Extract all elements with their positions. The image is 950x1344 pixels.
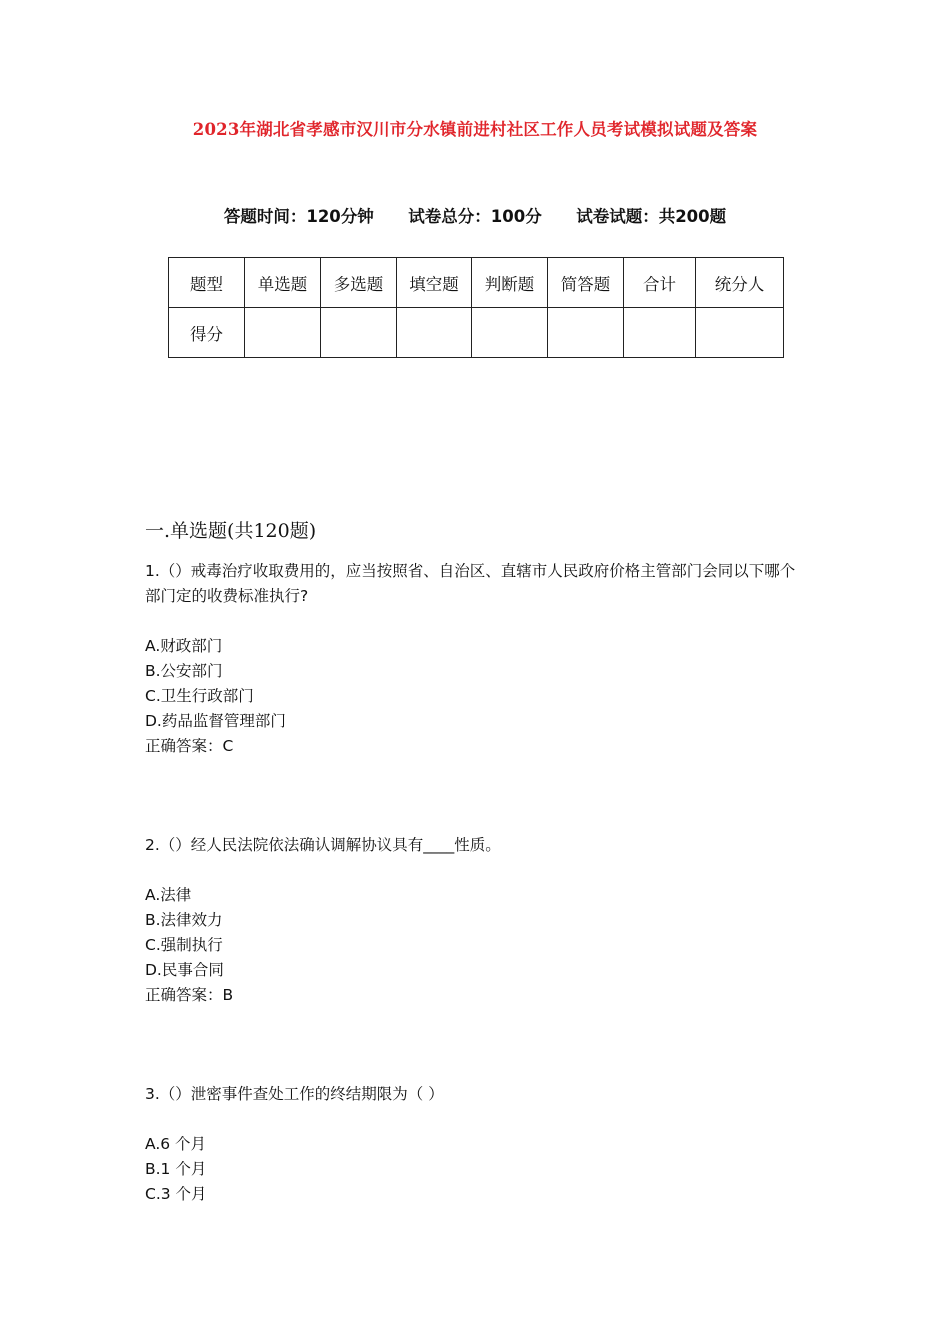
score-cell[interactable] xyxy=(624,308,696,358)
header-cell: 简答题 xyxy=(548,258,624,308)
score-table xyxy=(168,257,784,358)
score-cell[interactable] xyxy=(472,308,548,358)
option: A.法律 xyxy=(145,886,192,904)
option: C.强制执行 xyxy=(145,936,223,954)
score-row-label: 得分 xyxy=(169,308,245,358)
question-stem: 2.（）经人民法院依法确认调解协议具有____性质。 xyxy=(145,836,501,854)
exam-total-score: 试卷总分：100分 xyxy=(408,207,542,226)
section-title: 一.单选题(共120题) xyxy=(145,520,317,542)
answer: 正确答案：B xyxy=(145,986,234,1004)
header-cell: 统分人 xyxy=(696,258,784,308)
question-1 xyxy=(145,559,810,759)
question-3 xyxy=(145,1082,810,1207)
option: C.3 个月 xyxy=(145,1185,207,1203)
option: B.1 个月 xyxy=(145,1160,207,1178)
option: D.药品监督管理部门 xyxy=(145,712,286,730)
header-cell: 判断题 xyxy=(472,258,548,308)
score-table-score-row xyxy=(169,308,784,358)
score-table-header-row xyxy=(169,258,784,308)
option: C.卫生行政部门 xyxy=(145,687,254,705)
score-cell[interactable] xyxy=(321,308,397,358)
header-cell: 题型 xyxy=(169,258,245,308)
header-cell: 多选题 xyxy=(321,258,397,308)
option: A.财政部门 xyxy=(145,637,223,655)
exam-meta xyxy=(0,203,950,227)
question-stem: 3.（）泄密事件查处工作的终结期限为（ ） xyxy=(145,1085,444,1103)
question-2 xyxy=(145,833,810,1008)
option: B.法律效力 xyxy=(145,911,223,929)
score-cell[interactable] xyxy=(548,308,624,358)
header-cell: 合计 xyxy=(624,258,696,308)
score-cell[interactable] xyxy=(245,308,321,358)
option: A.6 个月 xyxy=(145,1135,207,1153)
question-stem: 1.（）戒毒治疗收取费用的，应当按照省、自治区、直辖市人民政府价格主管部门会同以下哪个部门定的收费标准执行? xyxy=(145,562,796,605)
exam-question-count: 试卷试题：共200题 xyxy=(576,207,727,226)
option: B.公安部门 xyxy=(145,662,223,680)
answer: 正确答案：C xyxy=(145,737,234,755)
score-cell[interactable] xyxy=(397,308,472,358)
option: D.民事合同 xyxy=(145,961,224,979)
score-cell[interactable] xyxy=(696,308,784,358)
header-cell: 填空题 xyxy=(397,258,472,308)
document-title: 2023年湖北省孝感市汉川市分水镇前进村社区工作人员考试模拟试题及答案 xyxy=(192,120,758,139)
header-cell: 单选题 xyxy=(245,258,321,308)
exam-time: 答题时间：120分钟 xyxy=(223,207,374,226)
